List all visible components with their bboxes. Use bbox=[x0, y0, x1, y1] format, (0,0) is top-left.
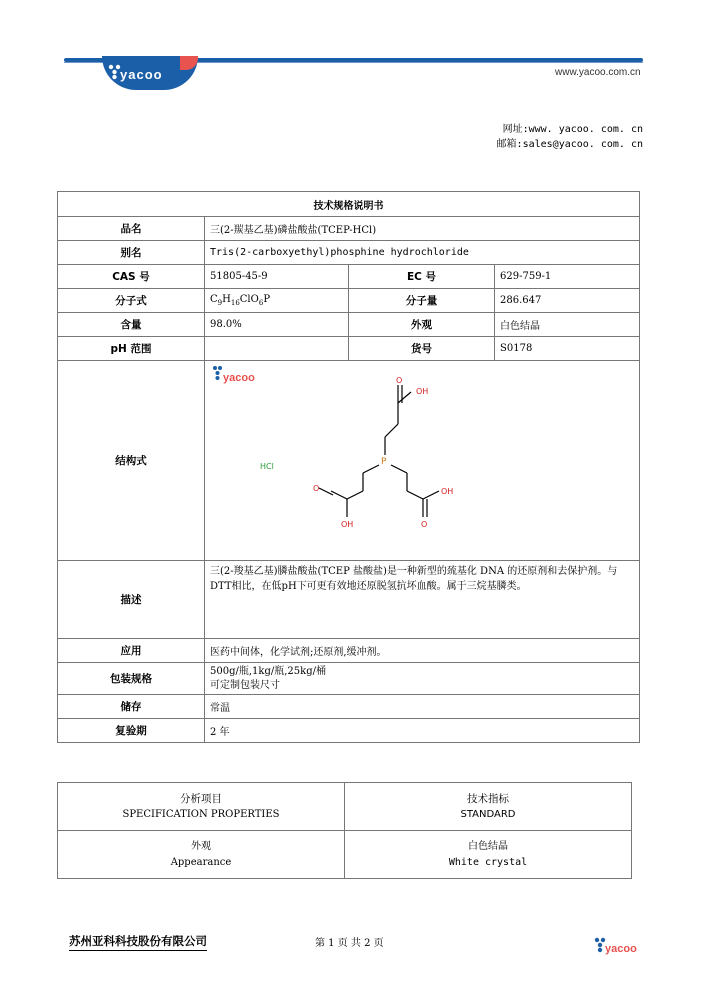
atom-p: P bbox=[381, 457, 387, 467]
alias-value: Tris(2-carboxyethyl)phosphine hydrochloride bbox=[205, 241, 640, 265]
analysis-row-standard: 白色结晶 White crystal bbox=[345, 831, 632, 879]
atom-o-right: O bbox=[421, 520, 428, 529]
site-url[interactable]: www.yacoo.com.cn bbox=[555, 67, 641, 78]
storage-value: 常温 bbox=[205, 695, 640, 719]
footer-company: 苏州亚科科技股份有限公司 bbox=[69, 933, 207, 951]
contact-info bbox=[497, 122, 643, 152]
pack-value bbox=[205, 663, 640, 695]
catalog-value: S0178 bbox=[495, 337, 640, 361]
mw-value: 286.647 bbox=[495, 289, 640, 313]
storage-label: 储存 bbox=[58, 695, 205, 719]
appearance-label: 外观 bbox=[349, 313, 495, 337]
pack-value-1: 500g/瓶,1kg/瓶,25kg/桶 bbox=[210, 665, 326, 677]
analysis-header-standard: 技术指标 STANDARD bbox=[345, 783, 632, 831]
content-value: 98.0% bbox=[205, 313, 349, 337]
email-line[interactable]: 邮箱:sales@yacoo. com. cn bbox=[496, 139, 643, 150]
ec-label: EC 号 bbox=[349, 265, 495, 289]
ph-label: pH 范围 bbox=[58, 337, 205, 361]
atom-hcl: HCl bbox=[260, 462, 274, 471]
formula-label: 分子式 bbox=[58, 289, 205, 313]
atom-oh-top: OH bbox=[416, 387, 429, 396]
pack-value-2: 可定制包装尺寸 bbox=[210, 679, 280, 691]
spec-table bbox=[57, 191, 640, 743]
structure-logo-icon bbox=[213, 366, 255, 384]
footer-logo bbox=[594, 935, 644, 955]
yacoo-logo bbox=[102, 56, 198, 90]
appearance-value: 白色结晶 bbox=[495, 313, 640, 337]
svg-text:yacoo: yacoo bbox=[605, 943, 637, 955]
structure-label: 结构式 bbox=[58, 361, 205, 561]
content-label: 含量 bbox=[58, 313, 205, 337]
structure-cell bbox=[205, 361, 640, 561]
ec-value: 629-759-1 bbox=[495, 265, 640, 289]
retest-value: 2 年 bbox=[205, 719, 640, 743]
ph-value bbox=[205, 337, 349, 361]
catalog-label: 货号 bbox=[349, 337, 495, 361]
chemical-structure bbox=[205, 361, 639, 557]
spec-title: 技术规格说明书 bbox=[58, 192, 640, 217]
website-line[interactable]: 网址:www. yacoo. com. cn bbox=[502, 124, 643, 135]
mw-label: 分子量 bbox=[349, 289, 495, 313]
footer-logo-icon bbox=[594, 935, 644, 955]
analysis-table bbox=[57, 782, 632, 879]
name-label: 品名 bbox=[58, 217, 205, 241]
atom-o-top: O bbox=[396, 376, 403, 385]
name-value: 三(2-羰基乙基)磷盐酸盐(TCEP-HCl) bbox=[205, 217, 640, 241]
use-value: 医药中间体，化学试剂;还原剂,缓冲剂。 bbox=[205, 639, 640, 663]
logo-text: yacoo bbox=[120, 67, 163, 82]
cas-label: CAS 号 bbox=[58, 265, 205, 289]
formula-value: $C_9H_{16}ClO_6P$ bbox=[205, 289, 349, 313]
svg-text:yacoo: yacoo bbox=[223, 372, 255, 384]
retest-label: 复验期 bbox=[58, 719, 205, 743]
atom-oh-left: OH bbox=[341, 520, 354, 529]
analysis-row-item: 外观 Appearance bbox=[58, 831, 345, 879]
alias-label: 别名 bbox=[58, 241, 205, 265]
atom-o-left: O bbox=[313, 484, 320, 493]
use-label: 应用 bbox=[58, 639, 205, 663]
pack-label: 包装规格 bbox=[58, 663, 205, 695]
cas-value: 51805-45-9 bbox=[205, 265, 349, 289]
analysis-header-item: 分析项目 SPECIFICATION PROPERTIES bbox=[58, 783, 345, 831]
desc-label: 描述 bbox=[58, 561, 205, 639]
desc-value: 三(2-羧基乙基)膦盐酸盐(TCEP 盐酸盐)是一种新型的巯基化 DNA 的还原剂和去保护剂。与DTT相比，在低pH下可更有效地还原脱氢抗坏血酸。属于三烷基膦类。 bbox=[205, 561, 640, 639]
atom-oh-right: OH bbox=[441, 487, 454, 496]
footer-page-number: 第 1 页 共 2 页 bbox=[315, 938, 384, 949]
